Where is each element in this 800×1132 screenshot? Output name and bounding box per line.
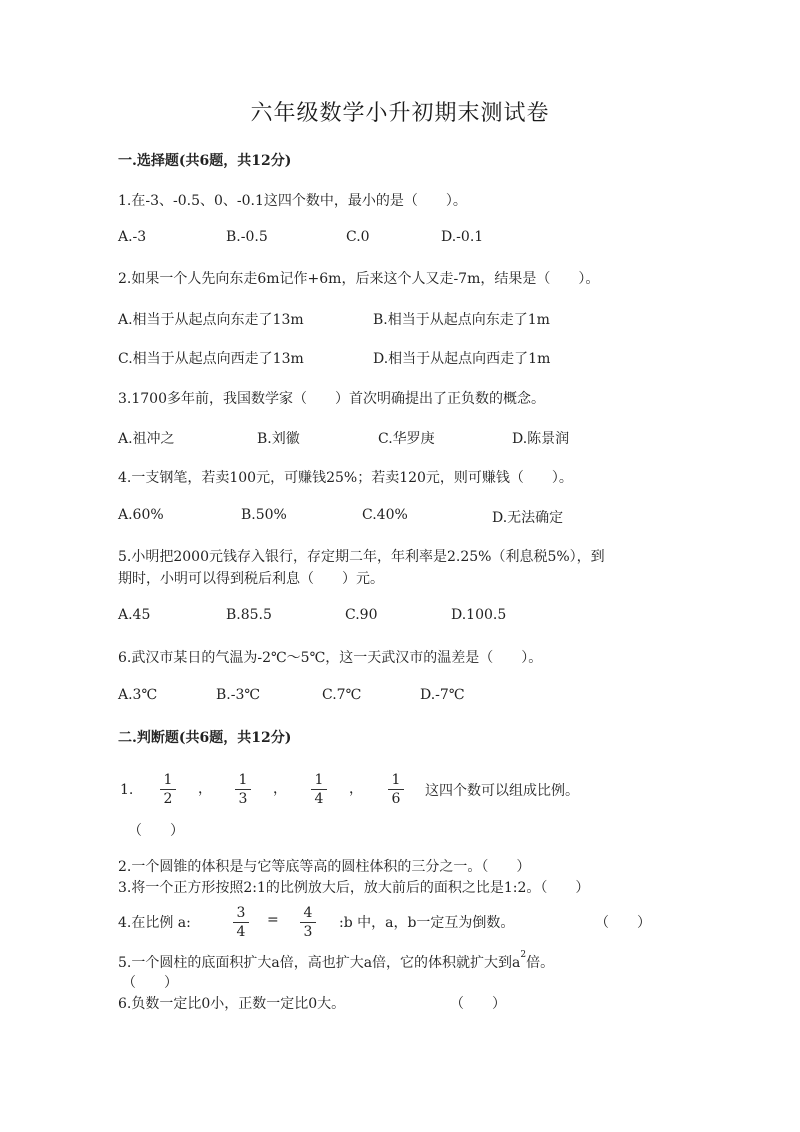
question-1-option-b: B.-0.5 (226, 229, 268, 245)
question-6-option-c: C.7℃ (322, 687, 362, 703)
question-4-option-a: A.60% (118, 507, 164, 523)
tf-question-4-answer-paren: （ ） (595, 915, 651, 931)
tf-question-5 (118, 952, 554, 972)
question-1-option-c: C.0 (346, 229, 370, 245)
tf-question-1-number: 1. (120, 782, 134, 798)
question-1-stem: 1.在-3、-0.5、0、-0.1这四个数中，最小的是（ ）。 (118, 193, 467, 209)
question-2-option-a: A.相当于从起点向东走了13m (118, 312, 304, 328)
tf-question-4-text: :b 中，a，b一定互为倒数。 (339, 915, 515, 931)
fraction-one-half (160, 772, 176, 807)
question-3-option-b: B.刘徽 (257, 431, 300, 447)
question-5-stem-line2: 期时，小明可以得到税后利息（ ）元。 (118, 571, 384, 587)
tf-question-5-answer-paren: （ ） (122, 975, 178, 991)
tf-question-2: 2.一个圆锥的体积是与它等底等高的圆柱体积的三分之一。（ ） (118, 859, 531, 875)
exponent: 2 (520, 950, 527, 960)
tf-question-6: 6.负数一定比0小，正数一定比0大。 (118, 996, 346, 1012)
section-heading-choice: 一.选择题(共6题，共12分) (118, 153, 292, 169)
question-3-stem: 3.1700多年前，我国数学家（ ）首次明确提出了正负数的概念。 (118, 391, 545, 407)
fraction-one-third (235, 772, 251, 807)
equals-sign: = (267, 912, 279, 928)
tf-question-1-text: 这四个数可以组成比例。 (425, 783, 579, 799)
fraction-four-thirds (300, 905, 316, 940)
question-5-option-b: B.85.5 (226, 607, 272, 623)
fraction-denominator: 2 (163, 791, 173, 807)
fraction-denominator: 3 (238, 791, 248, 807)
page-title: 六年级数学小升初期末测试卷 (250, 101, 550, 126)
question-1-option-a: A.-3 (118, 229, 147, 245)
fraction-separator: ， (198, 781, 212, 797)
question-6-stem: 6.武汉市某日的气温为-2℃～5℃，这一天武汉市的温差是（ ）。 (118, 650, 543, 666)
tf-question-5-suffix: 倍。 (526, 955, 555, 971)
fraction-numerator: 1 (314, 772, 324, 788)
question-1-option-d: D.-0.1 (441, 229, 484, 245)
question-2-stem: 2.如果一个人先向东走6m记作+6m，后来这个人又走-7m，结果是（ ）。 (118, 271, 600, 287)
question-6-option-d: D.-7℃ (420, 687, 465, 703)
question-4-option-c: C.40% (362, 507, 408, 523)
question-3-option-d: D.陈景润 (512, 431, 570, 447)
question-2-option-b: B.相当于从起点向东走了1m (373, 312, 550, 328)
question-2-option-d: D.相当于从起点向西走了1m (373, 351, 551, 367)
tf-question-1-answer-paren: （ ） (128, 823, 184, 839)
question-5-stem-line1: 5.小明把2000元钱存入银行，存定期二年，年利率是2.25%（利息税5%），到 (118, 549, 605, 565)
question-5-option-d: D.100.5 (451, 607, 507, 623)
fraction-separator: ， (273, 781, 287, 797)
tf-question-3: 3.将一个正方形按照2:1的比例放大后，放大前后的面积之比是1:2。（ ） (118, 880, 590, 896)
question-3-option-a: A.祖冲之 (118, 431, 175, 447)
fraction-numerator: 4 (303, 905, 313, 921)
tf-question-6-answer-paren: （ ） (450, 996, 506, 1012)
question-4-stem: 4.一支钢笔，若卖100元，可赚钱25%；若卖120元，则可赚钱（ ）。 (118, 470, 573, 486)
question-5-option-a: A.45 (118, 607, 151, 623)
question-6-option-a: A.3℃ (118, 687, 158, 703)
fraction-one-sixth (388, 772, 404, 807)
question-3-option-c: C.华罗庚 (378, 431, 435, 447)
fraction-three-fourths (233, 905, 249, 940)
question-2-option-c: C.相当于从起点向西走了13m (118, 351, 304, 367)
fraction-denominator: 4 (236, 924, 246, 940)
fraction-numerator: 1 (238, 772, 248, 788)
question-4-option-b: B.50% (241, 507, 287, 523)
section-heading-true-false: 二.判断题(共6题，共12分) (118, 730, 292, 746)
tf-question-4-prefix: 4.在比例 a: (118, 915, 191, 931)
question-6-option-b: B.-3℃ (216, 687, 261, 703)
fraction-numerator: 1 (391, 772, 401, 788)
fraction-numerator: 3 (236, 905, 246, 921)
fraction-denominator: 6 (391, 791, 401, 807)
fraction-separator: ， (349, 781, 363, 797)
question-5-option-c: C.90 (345, 607, 378, 623)
tf-question-5-text: 5.一个圆柱的底面积扩大a倍，高也扩大a倍，它的体积就扩大到a (118, 955, 521, 971)
fraction-numerator: 1 (163, 772, 173, 788)
fraction-one-fourth (311, 772, 327, 807)
question-4-option-d: D.无法确定 (492, 510, 564, 526)
fraction-denominator: 3 (303, 924, 313, 940)
fraction-denominator: 4 (314, 791, 324, 807)
